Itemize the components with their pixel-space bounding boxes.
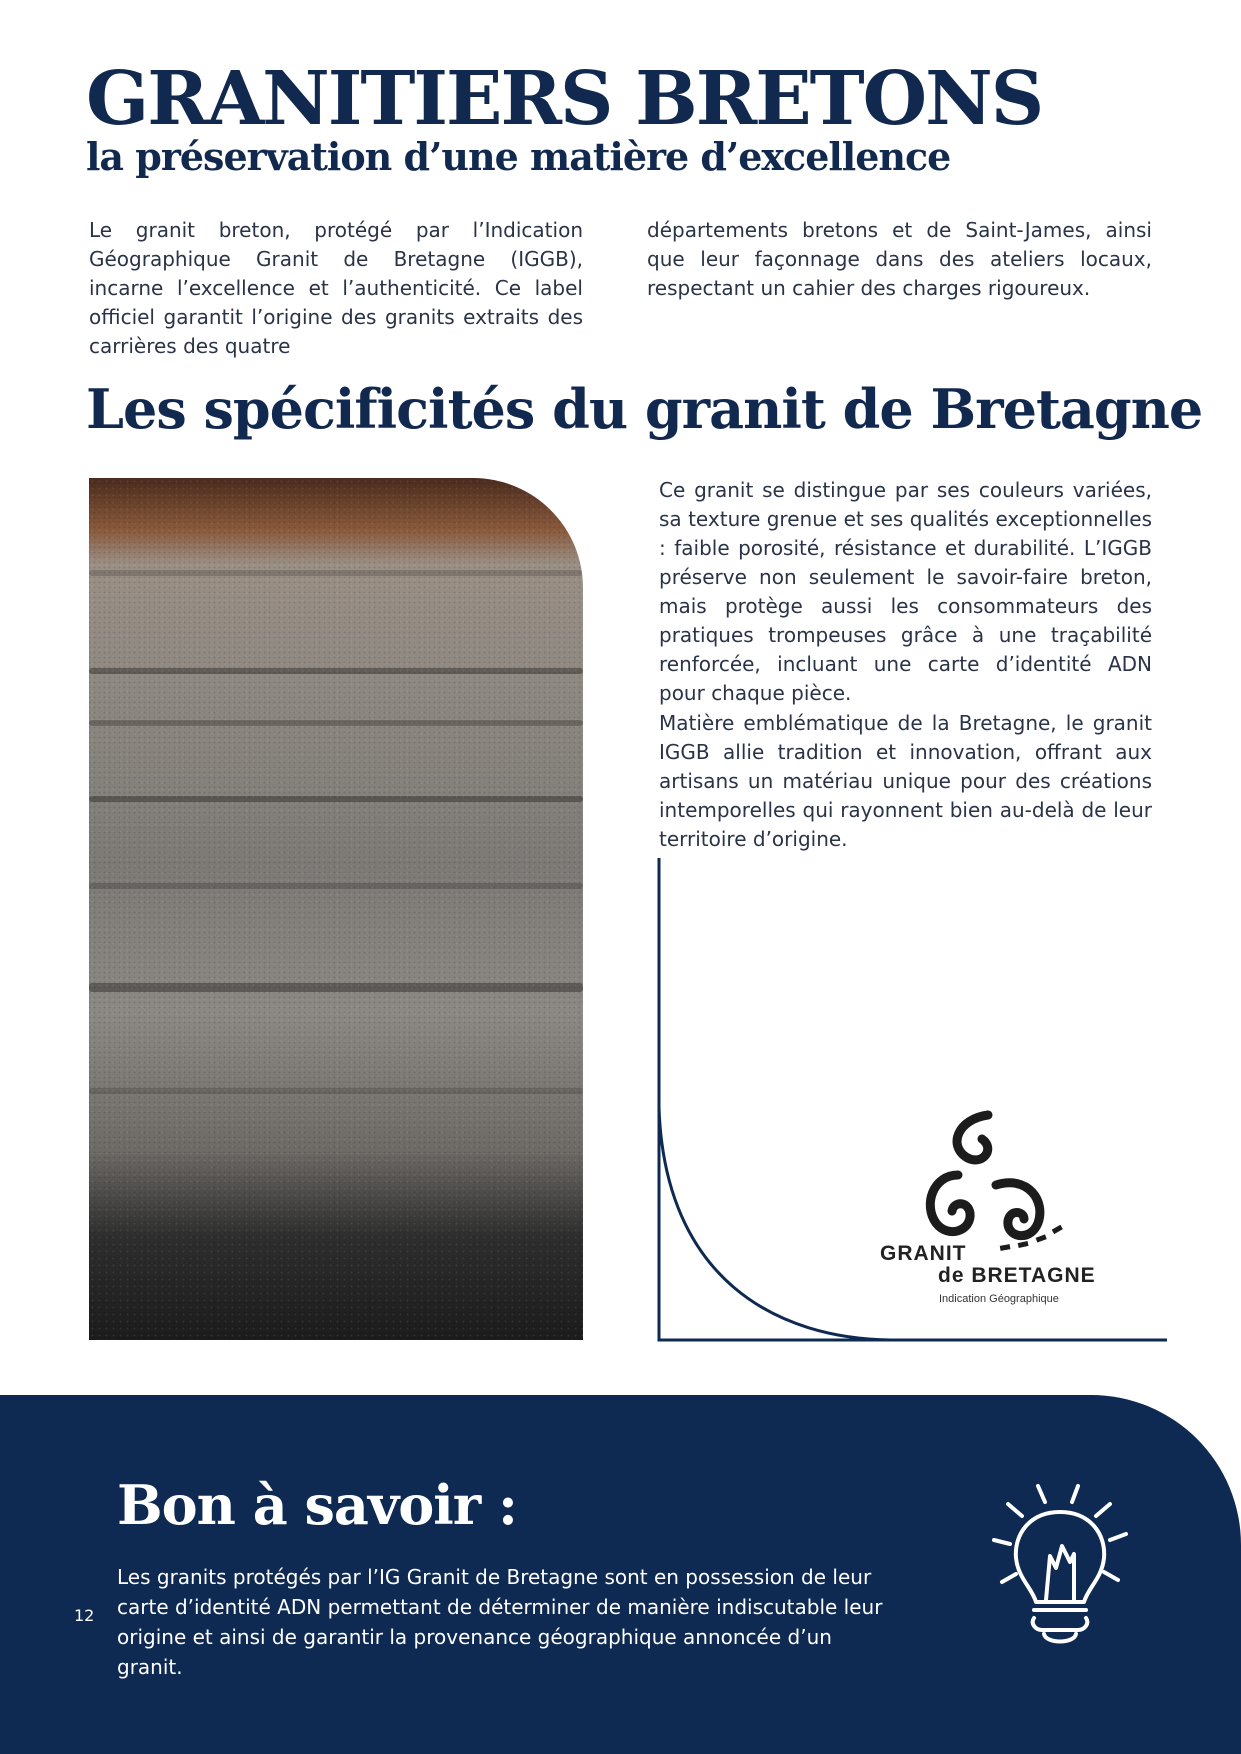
intro-paragraph-left: Le granit breton, protégé par l’Indication Géographique Granit de Bretagne (IGGB), incarne l’excellence et l’authenticité. Ce label officiel garantit l’origine des granits extraits des carrières des quatre xyxy=(89,218,583,358)
section-heading: Les spécificités du granit de Bretagne xyxy=(86,377,1203,441)
granite-photo xyxy=(89,478,583,1340)
lightbulb-icon xyxy=(990,1482,1140,1652)
page-number: 12 xyxy=(74,1606,95,1625)
logo-text-ig: Indication Géographique xyxy=(939,1293,1059,1305)
body-paragraph-2: Matière emblématique de la Bretagne, le granit IGGB allie tradition et innovation, offrant aux artisans un matériau unique pour des créations intemporelles qui rayonnent bien au-delà de leur territoire d’origine. xyxy=(659,711,1152,851)
page-title: GRANITIERS BRETONS xyxy=(86,56,1043,142)
info-text: Les granits protégés par l’IG Granit de Bretagne sont en possession de leur carte d’identité ADN permettant de déterminer de manière indiscutable leur origine et ainsi de garantir la provenance géographique annoncée d’un granit. xyxy=(117,1565,883,1679)
intro-paragraph-right: départements bretons et de Saint-James, ainsi que leur façonnage dans des ateliers locaux, respectant un cahier des charges rigoureux. xyxy=(647,218,1152,300)
info-heading: Bon à savoir : xyxy=(117,1473,517,1537)
logo-text-granit: GRANIT xyxy=(880,1242,967,1265)
logo-text-bretagne: de BRETAGNE xyxy=(938,1264,1096,1287)
body-paragraph-1: Ce granit se distingue par ses couleurs variées, sa texture grenue et ses qualités exceptionnelles : faible porosité, résistance et durabilité. L’IGGB préserve non seulement le savoir-faire breton, mais protège aussi les consommateurs des pratiques trompeuses grâce à une traçabilité renforcée, incluant une carte d’identité ADN pour chaque pièce. xyxy=(659,478,1152,705)
page-subtitle: la préservation d’une matière d’excellence xyxy=(86,134,951,179)
